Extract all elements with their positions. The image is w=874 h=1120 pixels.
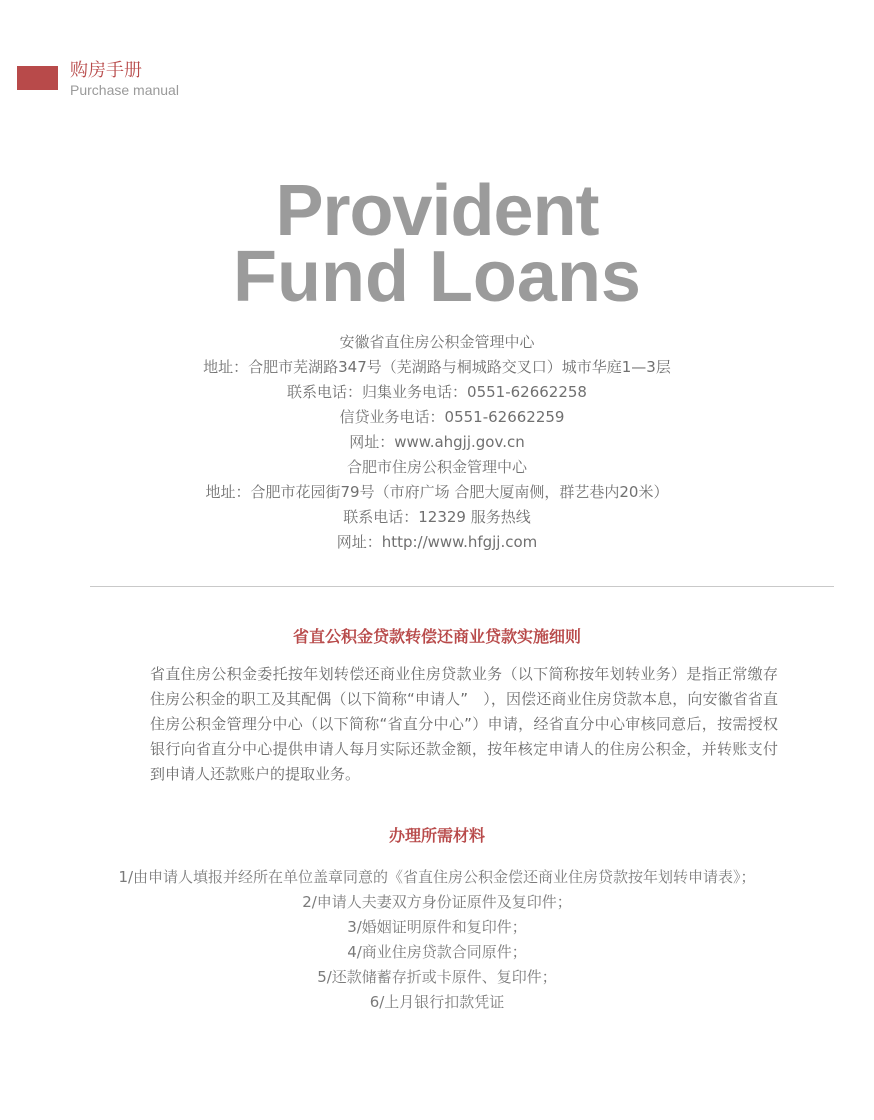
hero-title [0,171,874,317]
list-item: 3/婚姻证明原件和复印件； [347,918,527,936]
list-item: 2/申请人夫妻双方身份证原件及复印件； [302,893,572,911]
contact-line: 联系电话：归集业务电话：0551-62662258 [287,383,587,401]
contact-line: 网址：http://www.hfgjj.com [336,533,538,551]
contact-line: 地址：合肥市芜湖路347号（芜湖路与桐城路交叉口）城市华庭1—3层 [203,358,671,376]
list-item: 1/由申请人填报并经所在单位盖章同意的《省直住房公积金偿还商业住房贷款按年划转申请表》； [118,868,756,886]
contact-line: 合肥市住房公积金管理中心 [346,458,527,476]
section-title-rules: 省直公积金贷款转偿还商业贷款实施细则 [292,627,581,646]
hero-title-line-2: Fund Loans [233,237,641,317]
rules-paragraph: 省直住房公积金委托按年划转偿还商业住房贷款业务（以下简称按年划转业务）是指正常缴存住房公积金的职工及其配偶（以下简称“申请人” ），因偿还商业住房贷款本息，向安徽省省直住房公积金管理分中心（以下简称“省直分中心”）申请，经省直分中心审核同意后，按需授权银行向省直分中心提供申请人每月实际还款金额，按年核定申请人的住房公积金，并转账支付到申请人还款账户的提取业务。 [150,665,778,783]
hero-title-line-1: Provident [275,171,599,251]
contact-line: 地址：合肥市花园街79号（市府广场 合肥大厦南侧，群艺巷内20米） [205,483,669,501]
header-title: 购房手册 [70,60,142,81]
materials-list [0,865,874,1015]
contact-line: 安徽省直住房公积金管理中心 [339,333,535,351]
contact-line: 网址：www.ahgjj.gov.cn [349,433,525,451]
list-item: 6/上月银行扣款凭证 [369,993,505,1011]
contact-line: 信贷业务电话：0551-62662259 [309,408,565,426]
header-color-block [17,66,58,90]
list-item: 4/商业住房贷款合同原件； [347,943,527,961]
section-divider [90,586,834,587]
contact-info [0,330,874,555]
section-title-materials: 办理所需材料 [388,826,485,845]
header-subtitle: Purchase manual [70,82,179,98]
contact-line: 联系电话：12329 服务热线 [343,508,531,526]
list-item: 5/还款储蓄存折或卡原件、复印件； [317,968,557,986]
